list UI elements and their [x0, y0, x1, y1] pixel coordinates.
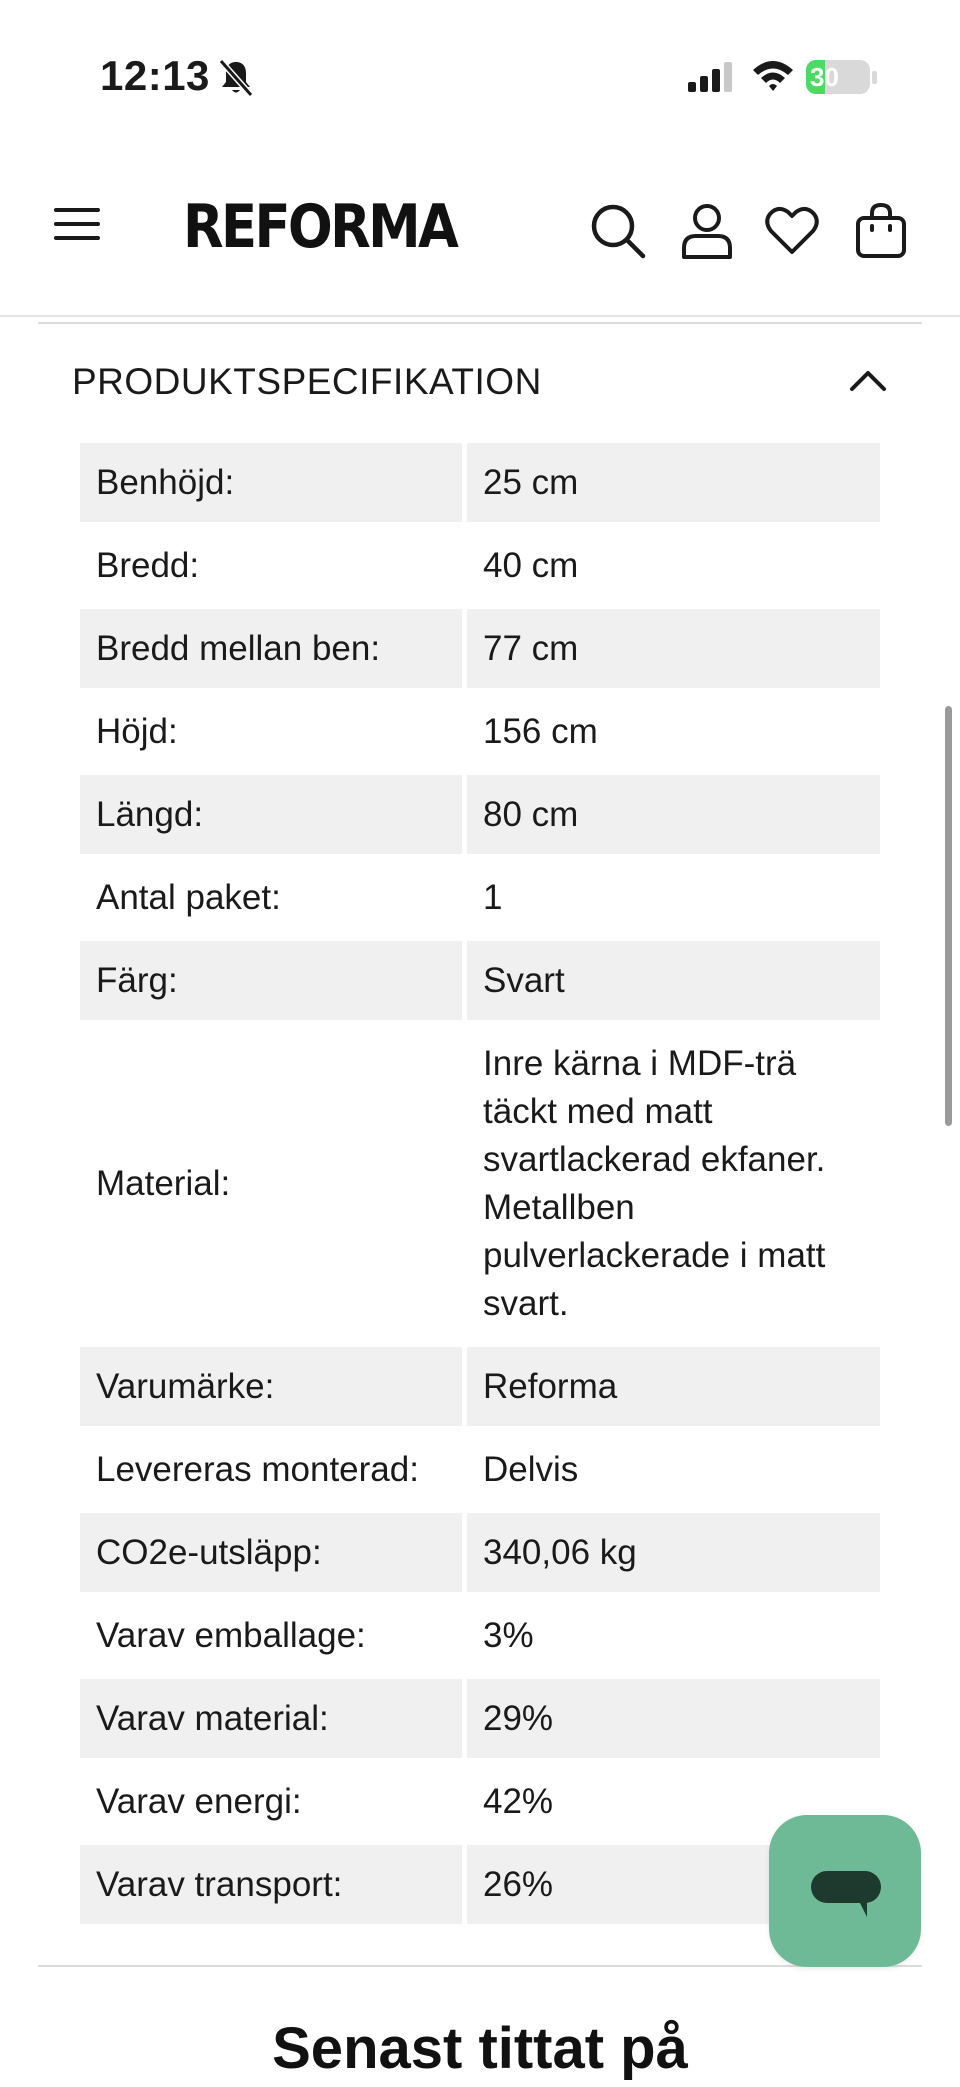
spec-label: Färg: [80, 941, 462, 1020]
spec-value: 42% [483, 1781, 554, 1821]
spec-label: Bredd mellan ben: [80, 609, 462, 688]
account-icon[interactable] [678, 202, 736, 260]
spec-value: 40 cm [483, 545, 579, 585]
spec-row [80, 1845, 880, 1924]
recently-viewed-heading: Senast tittat på [272, 2016, 688, 2081]
wifi-icon [750, 58, 796, 94]
spec-row [80, 775, 880, 854]
spec-label: Varav transport: [80, 1845, 462, 1924]
spec-row [80, 692, 880, 771]
spec-value: Svart [467, 941, 880, 1020]
spec-label: Längd: [80, 775, 462, 854]
spec-label: Varav material: [80, 1679, 462, 1758]
wishlist-icon[interactable] [763, 202, 821, 260]
spec-label: CO2e-utsläpp: [80, 1513, 462, 1592]
spec-label: Antal paket: [96, 877, 281, 917]
status-time: 12:13 [100, 52, 210, 99]
cart-icon[interactable] [852, 202, 910, 260]
product-spec-accordion-toggle[interactable] [38, 325, 922, 440]
battery-level: 30 [810, 62, 839, 92]
chat-button[interactable] [769, 1815, 921, 1967]
chat-bubble-icon [809, 1867, 883, 1923]
site-header [0, 150, 960, 317]
spec-value: 3% [483, 1615, 534, 1655]
battery-icon [806, 60, 878, 96]
spec-row [80, 609, 880, 688]
chevron-up-icon [848, 367, 888, 393]
spec-row [80, 1347, 880, 1426]
spec-label: Levereras monterad: [96, 1449, 419, 1489]
search-icon[interactable] [589, 202, 647, 260]
spec-row [80, 1430, 880, 1509]
spec-value: 77 cm [467, 609, 880, 688]
spec-row [80, 1596, 880, 1675]
scrollbar-thumb[interactable] [945, 706, 952, 1126]
spec-table [80, 443, 880, 1928]
spec-value: Reforma [467, 1347, 880, 1426]
spec-value: 26% [467, 1845, 880, 1924]
spec-value: Delvis [483, 1449, 579, 1489]
spec-row [80, 526, 880, 605]
spec-row [80, 858, 880, 937]
spec-value: 1 [483, 877, 503, 917]
spec-value: 80 cm [467, 775, 880, 854]
menu-icon[interactable] [52, 202, 106, 246]
spec-label: Material: [96, 1163, 231, 1203]
accordion-title: PRODUKTSPECIFIKATION [72, 361, 542, 402]
spec-label: Höjd: [96, 711, 178, 751]
logo[interactable]: REFORMA [183, 192, 457, 262]
spec-label: Varumärke: [80, 1347, 462, 1426]
spec-label: Varav emballage: [96, 1615, 366, 1655]
spec-row [80, 1513, 880, 1592]
signal-icon [688, 60, 736, 94]
section-divider [38, 322, 922, 324]
bell-slash-icon [218, 58, 254, 98]
spec-row [80, 443, 880, 522]
spec-value: 25 cm [467, 443, 880, 522]
spec-row [80, 1024, 880, 1343]
spec-value: 29% [467, 1679, 880, 1758]
section-divider [38, 1965, 922, 1967]
spec-value: Inre kärna i MDF-trä täckt med matt svartlackerad ekfaner. Metallben pulverlackerade i matt svart. [483, 1043, 826, 1323]
spec-row [80, 1679, 880, 1758]
spec-row [80, 1762, 880, 1841]
spec-label: Bredd: [96, 545, 200, 585]
spec-value: 156 cm [483, 711, 598, 751]
status-bar [0, 0, 960, 150]
spec-label: Varav energi: [96, 1781, 302, 1821]
spec-value: 340,06 kg [467, 1513, 880, 1592]
spec-label: Benhöjd: [80, 443, 462, 522]
spec-row [80, 941, 880, 1020]
